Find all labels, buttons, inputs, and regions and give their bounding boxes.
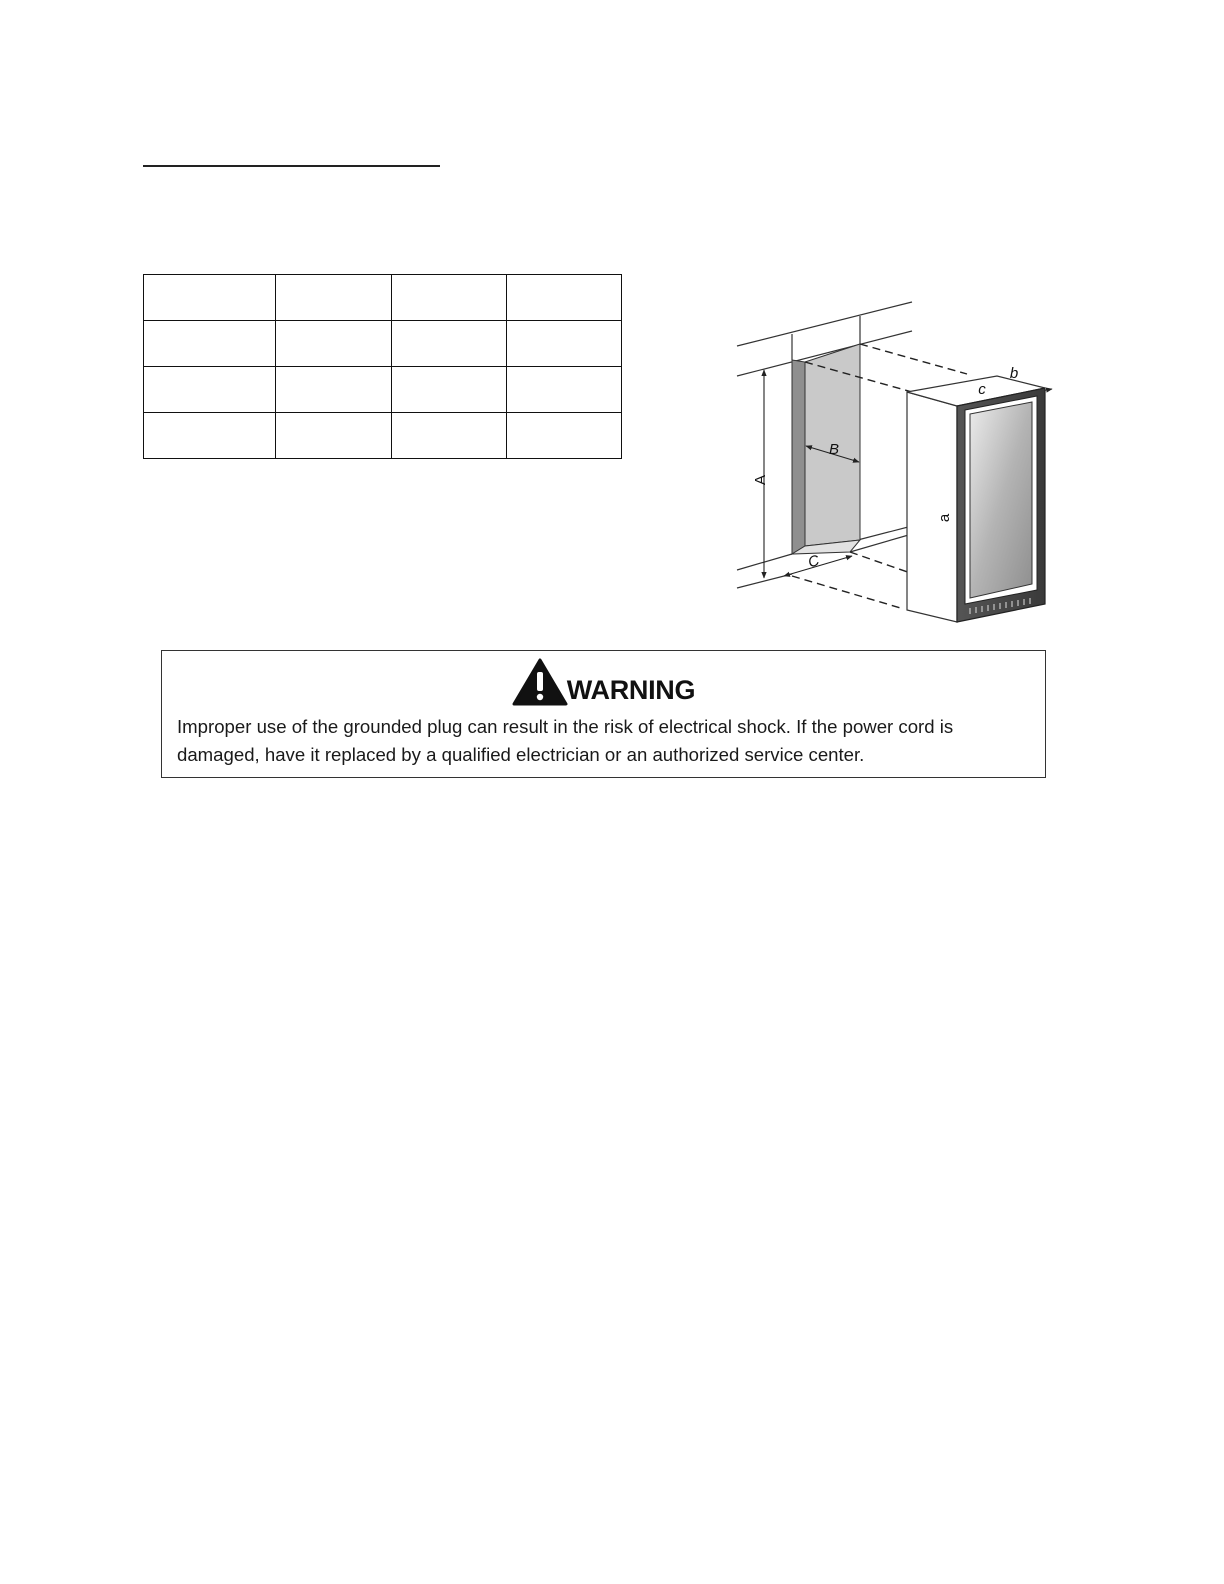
table-row (144, 275, 622, 321)
table-cell (144, 321, 276, 367)
label-A: A (752, 474, 769, 486)
warning-notice (161, 650, 1046, 778)
table-cell (507, 413, 622, 459)
table-cell (507, 275, 622, 321)
table-cell (392, 413, 507, 459)
table-cell (507, 367, 622, 413)
table-cell (392, 275, 507, 321)
table-cell (392, 367, 507, 413)
wine-cooler (907, 376, 1045, 622)
warning-title: WARNING (566, 675, 696, 705)
label-C: C (806, 552, 822, 572)
dimensions-table (143, 274, 622, 459)
table-row (144, 321, 622, 367)
table-cell (392, 321, 507, 367)
heading-underline (143, 165, 440, 167)
table-cell (144, 367, 276, 413)
table-cell (276, 367, 392, 413)
label-c: c (978, 381, 986, 398)
installation-diagram (712, 284, 1070, 642)
cabinet-opening (792, 344, 860, 554)
table-cell (144, 275, 276, 321)
table-row (144, 413, 622, 459)
warning-text: Improper use of the grounded plug can result in the risk of electrical shock. If the power cord is damaged, have it replaced by a qualified electrician or an authorized service center. (177, 716, 954, 765)
table-cell (144, 413, 276, 459)
table-cell (276, 413, 392, 459)
table-cell (276, 321, 392, 367)
label-a: a (936, 513, 953, 523)
table-cell (276, 275, 392, 321)
warning-header (162, 656, 1045, 706)
label-B: B (828, 441, 840, 458)
table-row (144, 367, 622, 413)
warning-triangle-icon (512, 658, 568, 706)
label-b: b (1009, 365, 1019, 382)
table-cell (507, 321, 622, 367)
